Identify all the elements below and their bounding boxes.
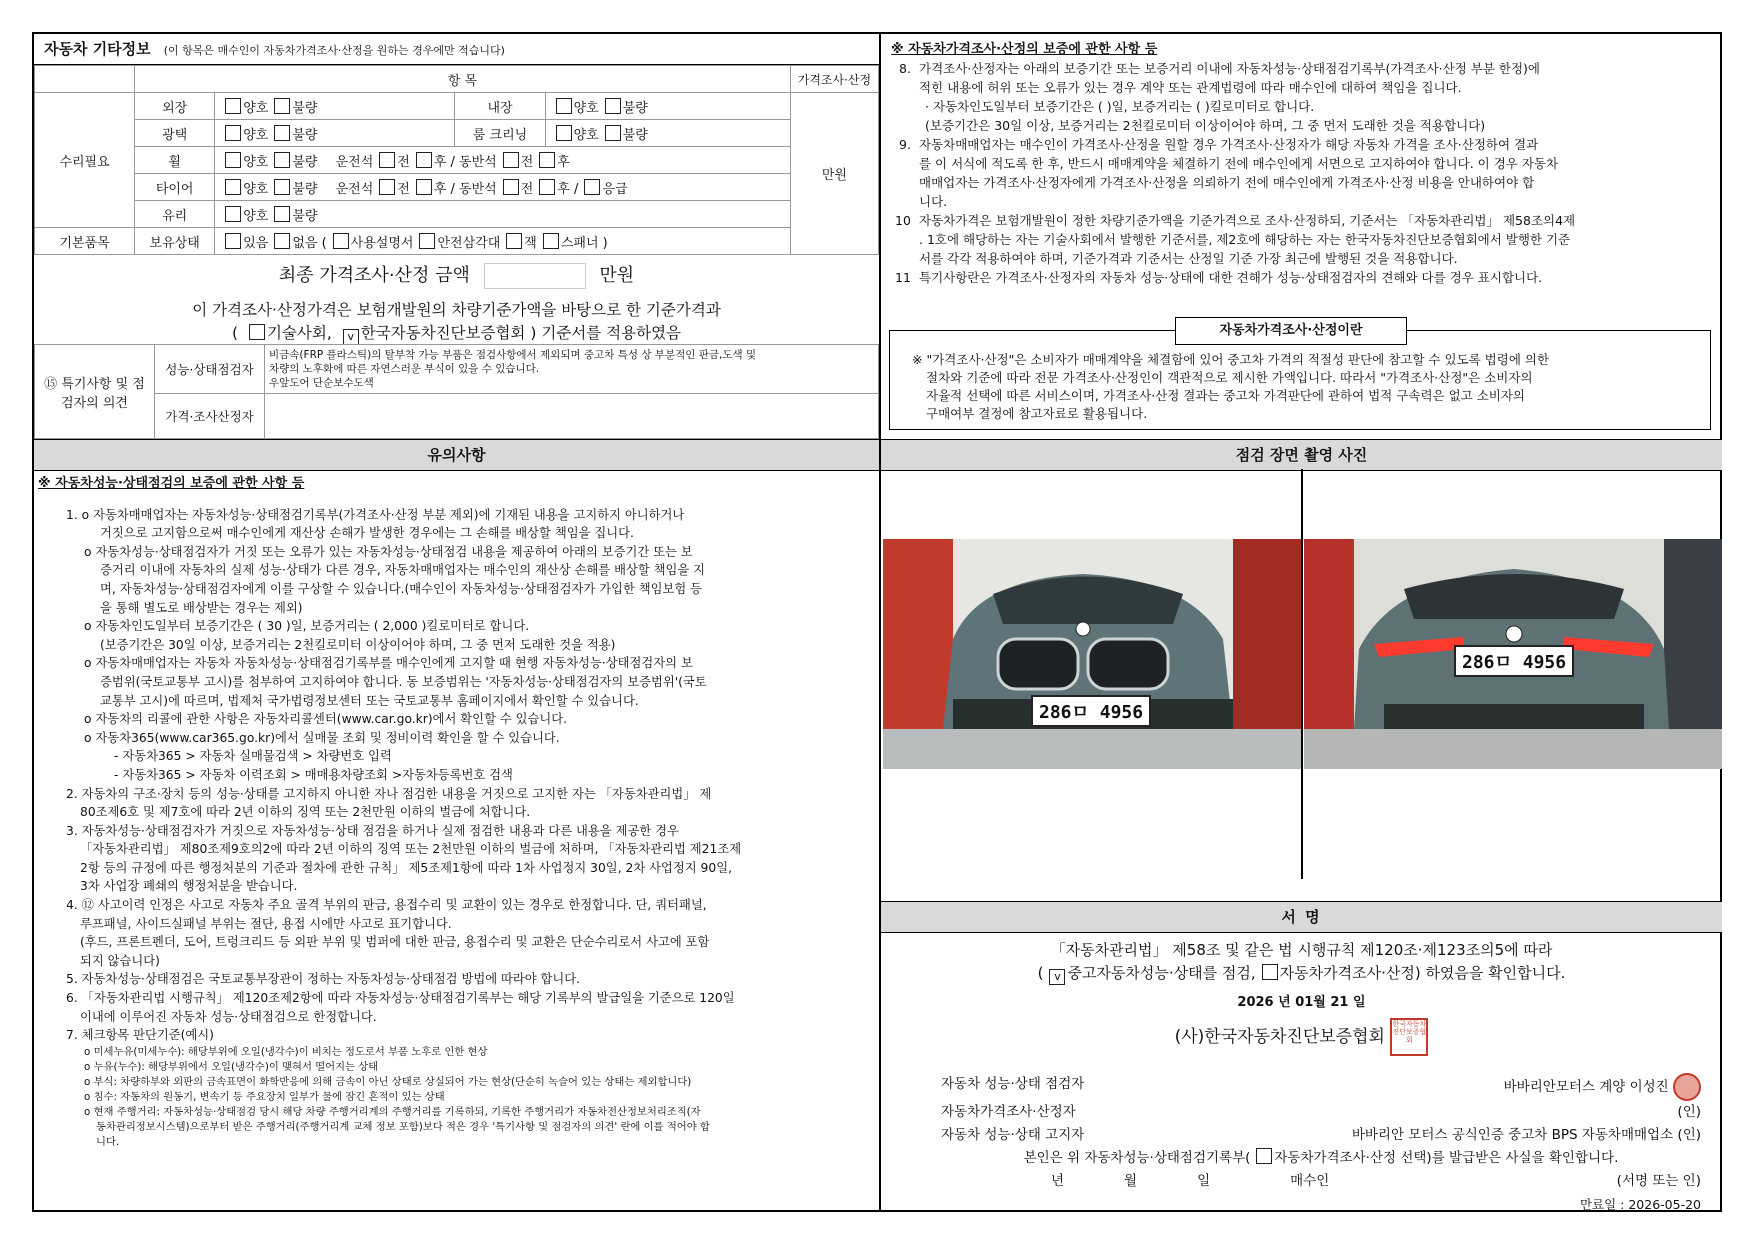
other-info-title: 자동차 기타정보 xyxy=(44,40,151,58)
price-warranty-panel xyxy=(881,34,1722,439)
interior-checks: 양호 불량 xyxy=(545,93,790,120)
wheel-label: 휠 xyxy=(135,147,215,174)
price-survey-checkbox[interactable] xyxy=(1262,964,1278,980)
other-info-note: (이 항목은 매수인이 자동차가격조사·산정을 원하는 경우에만 적습니다) xyxy=(163,44,505,57)
rear-photo xyxy=(1304,539,1722,769)
glass-bad-checkbox[interactable] xyxy=(274,206,290,222)
front-car-image xyxy=(883,539,1301,769)
signer-rows: 자동차 성능·상태 점검자 바바리안모터스 계양 이성진 자동차가격조사·산정자 (인) 자동차 성능·상태 고지자 바바리안 모터스 공식인증 중고차 BPS 자동차매매업소 (인) 본인은 위 자동차성능·상태점검기록부( 자동차가격조사·산정 선택)를 발급받은 사실을 확인합니다. 년 월 일 매수인 (서명 또는 인) 만료일 : 2026-05-20 xyxy=(941,1073,1701,1216)
none-checkbox[interactable] xyxy=(274,233,290,249)
expiry-date: 만료일 : 2026-05-20 xyxy=(1579,1197,1701,1212)
room-bad-checkbox[interactable] xyxy=(605,125,621,141)
receipt-line: 본인은 위 자동차성능·상태점검기록부( 자동차가격조사·산정 선택)를 발급받은 사실을 확인합니다. xyxy=(1023,1150,1619,1166)
basis-text: 이 가격조사·산정가격은 보험개발원의 차량기준가액을 바탕으로 한 기준가격과 ( 기술사회, v 한국자동차진단보증협회 ) 기준서를 적용하였음 xyxy=(192,301,721,343)
basic-checks: 있음 없음 ( 사용설명서 안전삼각대 잭 스패너 ) xyxy=(215,228,791,255)
confirm-line: ( v 중고자동차성능·상태를 점검, 자동차가격조사·산정) 하였음을 확인합니다. xyxy=(1037,964,1566,983)
tech-society-checkbox[interactable] xyxy=(249,324,265,340)
inspector-role: 자동차 성능·상태 점검자 xyxy=(941,1076,1085,1092)
wheel-checks: 양호 불량 운전석 전 후 / 동반석 전 후 xyxy=(215,147,791,174)
glass-label: 유리 xyxy=(135,201,215,228)
notes-panel xyxy=(34,439,879,1212)
owned-label: 보유상태 xyxy=(135,228,215,255)
spanner-checkbox[interactable] xyxy=(543,233,559,249)
wheel-good-checkbox[interactable] xyxy=(225,152,241,168)
glass-good-checkbox[interactable] xyxy=(225,206,241,222)
price-definition-title: 자동차가격조사·산정이란 xyxy=(1175,317,1407,345)
org-line: (사)한국자동차진단보증협회 한국자동차진단보증협회 xyxy=(881,1018,1722,1056)
price-unit: 만원 xyxy=(790,93,878,255)
repair-table xyxy=(34,65,879,255)
tire-emergency-checkbox[interactable] xyxy=(584,179,600,195)
association-seal: 한국자동차진단보증협회 xyxy=(1390,1018,1428,1056)
tire-label: 타이어 xyxy=(135,174,215,201)
interior-good-checkbox[interactable] xyxy=(556,98,572,114)
tire-checks: 양호 불량 운전석 전 후 / 동반석 전 후 / 응급 xyxy=(215,174,791,201)
col-item: 항 목 xyxy=(135,66,791,93)
photos-panel xyxy=(881,439,1722,879)
notifier-role: 자동차 성능·상태 고지자 xyxy=(941,1127,1085,1143)
gloss-good-checkbox[interactable] xyxy=(225,125,241,141)
tire-good-checkbox[interactable] xyxy=(225,179,241,195)
price-warranty-title: ※ 자동차가격조사·산정의 보증에 관한 사항 등 xyxy=(891,42,1158,57)
item-8: 8. 가격조사·산정자는 아래의 보증기간 또는 보증거리 이내에 자동차성능·상태점검기록부(가격조사·산정 부분 한정)에 적힌 내용에 허위 또는 오류가 있는 경우 계약 또는 관계법령에 따라 매수인에 대하여 책임을 집니다. · 자동차인도일부터 보증기간은 ( )일, 보증거리는 ( )킬로미터로 합니다. (보증기간은 30일 이상, 보증거리는 2천킬로미터 이상이어야 하며, 그 중 먼저 도래한 것을 적용합니다) xyxy=(899,61,1540,133)
interior-label: 내장 xyxy=(455,93,545,120)
item-10: 10 자동차가격은 보험개발원이 정한 차량기준가액을 기준가격으로 조사·산정하되, 기준서는 「자동차관리법」 제58조의4제 . 1호에 해당하는 자는 기술사회에서 발행한 기준서를, 제2호에 해당하는 자는 한국자동차진단보증협회에서 발행한 기준 서를 각각 적용하여야 하며, 기준가격과 기준서는 산정일 기준 가장 최근에 발행된 것을 적용합니다. xyxy=(895,213,1576,266)
price-inspector-label: 가격·조사산정자 xyxy=(155,394,265,439)
signature-panel xyxy=(881,901,1722,1212)
col-price: 가격조사·산정 xyxy=(790,66,878,93)
signature-header: 서 명 xyxy=(881,901,1722,933)
notes-list: 1. o 자동차매매업자는 자동차성능·상태점검기록부(가격조사·산정 부분 제외)에 기재된 내용을 고지하지 아니하거나 거짓으로 고지함으로써 매수인에게 재산상 손해가 발생한 경우에는 그 손해를 배상할 책임을 집니다. o 자동차성능·상태점검자가 거짓 또는 오류가 있는 자동차성능·상태점검 내용을 제공하여 아래의 보증기간 또는 보 증거리 이내에 자동차의 실제 성능·상태가 다른 경우, 자동차매매업자는 매수인의 재산상 손해를 배상할 책임을 지 며, 자동차성능·상태점검자에게 이를 구상할 수 있습니다.(매수인이 자동차성능·상태점검자가 가입한 책임보험 등 을 통해 별도로 배상받는 경우는 제외) o 자동차인도일부터 보증기간은 ( 30 )일, 보증거리는 ( 2,000 )킬로미터로 합니다. (보증기간은 30일 이상, 보증거리는 2천킬로미터 이상이어야 하며, 그 중 먼저 도래한 것을 적용) o 자동차매매업자는 자동차 자동차성능·상태점검기록부를 매수인에게 고지할 때 현행 자동차성능·상태점검자의 보 증범위(국토교통부 고시)를 첨부하여 고지하여야 합니다. 동 보증범위는 '자동차성능·상태점검자의 보증범위'(국토 교통부 고시)에 따르며, 법제처 국가법령정보센터 또는 국토교통부 홈페이지에서 확인할 수 있습니다. o 자동차의 리콜에 관한 사항은 자동차리콜센터(www.car.go.kr)에서 확인할 수 있습니다. o 자동차365(www.car365.go.kr)에서 실매물 조회 및 정비이력 확인을 할 수 있습니다. - 자동차365 > 자동차 실매물검색 > 차량번호 입력 - 자동차365 > 자동차 이력조회 > 매매용차량조회 >자동차등록번호 검색 2. 자동차의 구조·장치 등의 성능·상태를 고지하지 아니한 자나 점검한 내용을 거짓으로 고지한 자는 「자동차관리법」 제 80조제6호 및 제7호에 따라 2년 이하의 징역 또는 2천만원 이하의 벌금에 처합니다. 3. 자동차성능·상태점검자가 거짓으로 자동차성능·상태 점검을 하거나 실제 점검한 내용과 다른 내용을 제공한 경우 「자동차관리법」 제80조제9호의2에 따라 2년 이하의 징역 또는 2천만원 이하의 벌금에 처하며, 「자동차관리법 제21조제 2항 등의 규정에 따른 행정처분의 기준과 절차에 관한 규칙」 제5조제1항에 따라 1차 사업정지 30일, 2차 사업정지 90일, 3차 사업장 폐쇄의 행정처분을 받습니다. 4. ⑫ 사고이력 인정은 사고로 자동차 주요 골격 부위의 판금, 용접수리 및 교환이 있는 경우로 한정합니다. 단, 쿼터패널, 루프패널, 사이드실패널 부위는 절단, 용접 시에만 사고로 표기합니다. (후드, 프론트펜더, 도어, 트렁크리드 등 외판 부위 및 범퍼에 대한 판금, 용접수리 및 교환은 단순수리로서 사고에 포함 되지 않습니다) 5. 자동차성능·상태점검은 국토교통부장관이 정하는 자동차성능·상태점검 방법에 따라야 합니다. 6. 「자동차관리법 시행규칙」 제120조제2항에 따라 자동차성능·상태점검기록부는 해당 기록부의 발급일을 기준으로 120일 이내에 이루어진 자동차 성능·상태점검으로 한정합니다. 7. 체크항목 판단기준(예시) o 미세누유(미세누수): 해당부위에 오일(냉각수)이 비치는 정도로서 부품 노후로 인한 현상 o 누유(누수): 해당부위에서 오일(냉각수)이 맺혀서 떨어지는 상태 o 부식: 차량하부와 외판의 금속표면이 화학반응에 의해 금속이 아닌 상태로 상실되어 가는 현상(단순히 녹슬어 있는 상태는 제외합니다) o 침수: 자동차의 원동기, 변속기 등 주요장치 일부가 물에 잠긴 흔적이 있는 상태 o 현재 주행거리: 자동차성능·상태점검 당시 해당 차량 주행거리계의 주행거리를 기록하되, 기록한 주행거리가 자동차전산정보처리조직(자 동차관리정보시스템)으로부터 받은 주행거리(주행거리계 교체 정보 포함)보다 적은 경우 '특기사항 및 점검자의 의견' 란에 이를 적어야 합 니다. xyxy=(66,507,742,1148)
tire-bad-checkbox[interactable] xyxy=(274,179,290,195)
gloss-label: 광택 xyxy=(135,120,215,147)
inspector-notes: 비금속(FRP 플라스틱)의 탈부착 가능 부품은 점검사항에서 제외되며 중고차 특성 상 부분적인 판금,도색 및 차량의 노후화에 따른 자연스러운 부식이 있을 수 있습니다. 우앞도어 단순보수도색 xyxy=(265,345,879,394)
notes-title: ※ 자동차성능·상태점검의 보증에 관한 사항 등 xyxy=(38,476,305,491)
room-clean-checks: 양호 불량 xyxy=(545,120,790,147)
front-plate: 286ㅁ 4956 xyxy=(1031,695,1151,727)
final-price-row: 최종 가격조사·산정 금액 만원 xyxy=(34,261,879,289)
used-car-inspection-checkbox[interactable]: v xyxy=(1049,969,1065,985)
rear-plate: 286ㅁ 4956 xyxy=(1454,645,1574,677)
other-info-header xyxy=(34,34,879,65)
wheel-bad-checkbox[interactable] xyxy=(274,152,290,168)
tire-pass-front-checkbox[interactable] xyxy=(503,179,519,195)
tire-pass-rear-checkbox[interactable] xyxy=(539,179,555,195)
inspector-seal xyxy=(1673,1073,1701,1101)
special-notes-table xyxy=(34,344,879,439)
notifier-name: 바바리안 모터스 공식인증 중고차 BPS 자동차매매업소 xyxy=(1351,1127,1674,1143)
price-seal: (인) xyxy=(1677,1104,1701,1120)
manual-checkbox[interactable] xyxy=(333,233,349,249)
price-inspector-notes xyxy=(265,394,879,439)
photos-header: 점검 장면 촬영 사진 xyxy=(881,439,1722,471)
wheel-pass-front-checkbox[interactable] xyxy=(503,152,519,168)
basic-label: 기본품목 xyxy=(35,228,135,255)
gloss-bad-checkbox[interactable] xyxy=(274,125,290,141)
receipt-price-checkbox[interactable] xyxy=(1256,1148,1272,1164)
special-label: ⑮ 특기사항 및 점검자의 의견 xyxy=(35,345,155,439)
room-good-checkbox[interactable] xyxy=(556,125,572,141)
glass-checks: 양호 불량 xyxy=(215,201,791,228)
interior-bad-checkbox[interactable] xyxy=(605,98,621,114)
item-9: 9. 자동차매매업자는 매수인이 가격조사·산정을 원할 경우 가격조사·산정자가 해당 자동차 가격을 조사·산정하여 결과 를 이 서식에 적도록 한 후, 반드시 매매계약을 체결하기 전에 매수인에게 서면으로 고지하여야 합니다. 이 경우 자동차 매매업자는 가격조사·산정자에게 가격조사·산정을 의뢰하기 전에 매수인에게 가격조사·산정 비용을 안내하여야 합 니다. xyxy=(899,137,1559,209)
law-line: 「자동차관리법」 제58조 및 같은 법 시행규칙 제120조·제123조의5에 따라 xyxy=(1050,941,1553,959)
front-photo xyxy=(883,539,1301,769)
price-role: 자동차가격조사·산정자 xyxy=(941,1104,1076,1120)
gloss-checks: 양호 불량 xyxy=(215,120,455,147)
wheel-driver-front-checkbox[interactable] xyxy=(379,152,395,168)
final-price-field[interactable] xyxy=(484,263,586,289)
room-clean-label: 룸 크리닝 xyxy=(455,120,545,147)
have-checkbox[interactable] xyxy=(225,233,241,249)
form-sheet xyxy=(32,32,1722,1212)
price-definition-box: 자동차가격조사·산정이란 ※ "가격조사·산정"은 소비자가 매매계약을 체결함에 있어 중고차 가격의 적절성 판단에 참고할 수 있도록 법령에 의한 절차와 기준에 따라 전문 가격조사·산정인이 객관적으로 제시한 가액입니다. 따라서 "가격조사·산정"은 소비자의 자율적 선택에 따른 서비스이며, 가격조사·산정 결과는 중고차 가격판단에 관하여 법적 구속력은 없고 소비자의 구매여부 결정에 참고자료로 활용됩니다. xyxy=(889,330,1711,430)
korea-assoc-checkbox[interactable]: v xyxy=(343,329,359,345)
triangle-checkbox[interactable] xyxy=(419,233,435,249)
wheel-pass-rear-checkbox[interactable] xyxy=(539,152,555,168)
exterior-checks: 양호 불량 xyxy=(215,93,455,120)
notes-header: 유의사항 xyxy=(34,439,879,471)
other-info-panel xyxy=(34,34,879,439)
item-11: 11 특기사항란은 가격조사·산정자의 자동차 성능·상태에 대한 견해가 성능·상태점검자의 견해와 다를 경우 표시합니다. xyxy=(895,270,1543,285)
tire-driver-front-checkbox[interactable] xyxy=(379,179,395,195)
repair-label: 수리필요 xyxy=(35,93,135,228)
sign-date: 2026 년 01월 21 일 xyxy=(1237,995,1366,1010)
exterior-good-checkbox[interactable] xyxy=(225,98,241,114)
exterior-label: 외장 xyxy=(135,93,215,120)
jack-checkbox[interactable] xyxy=(506,233,522,249)
wheel-driver-rear-checkbox[interactable] xyxy=(416,152,432,168)
exterior-bad-checkbox[interactable] xyxy=(274,98,290,114)
inspector-name: 바바리안모터스 계양 이성진 xyxy=(1503,1079,1669,1095)
buyer-sign-slot[interactable]: (서명 또는 인) xyxy=(1616,1173,1701,1189)
inspector-label: 성능·상태점검자 xyxy=(155,345,265,394)
buyer-line: 년 월 일 매수인 (서명 또는 인) xyxy=(941,1170,1701,1193)
tire-driver-rear-checkbox[interactable] xyxy=(416,179,432,195)
